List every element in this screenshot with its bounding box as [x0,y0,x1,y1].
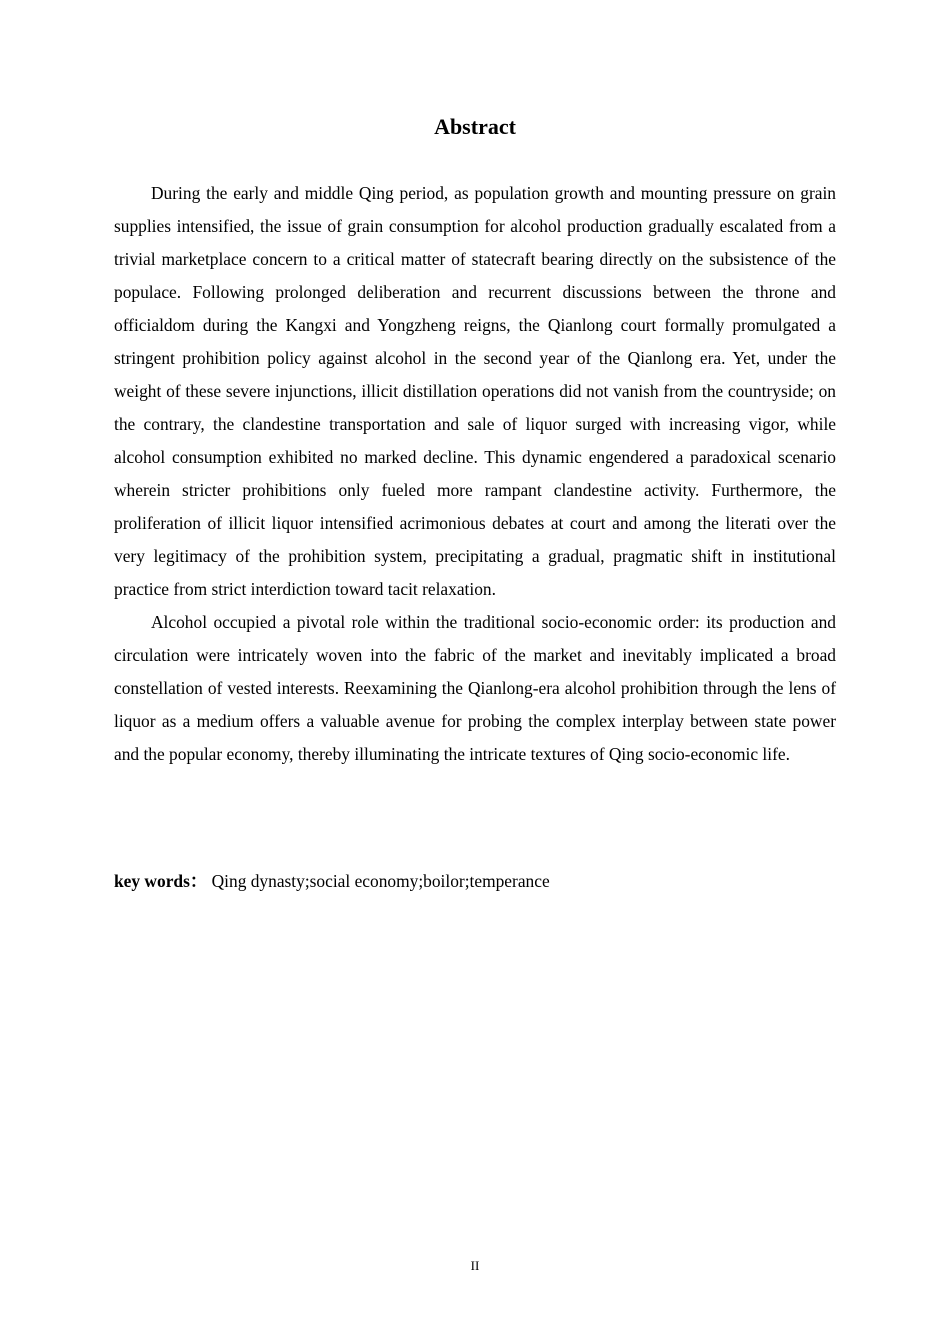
keywords-label: key words： [114,871,208,891]
keywords-text: Qing dynasty;social economy;boilor;temperance [211,871,550,891]
abstract-title: Abstract [434,114,516,139]
abstract-paragraph-1: During the early and middle Qing period, as population growth and mounting pressure on grain supplies intensified, the issue of grain consumption for alcohol production gradually escalated from a trivial marketplace concern to a critical matter of statecraft bearing directly on the subsistence of the populace. Following prolonged deliberation and recurrent discussions between the throne and officialdom during the Kangxi and Yongzheng reigns, the Qianlong court formally promulgated a stringent prohibition policy against alcohol in the second year of the Qianlong era. Yet, under the weight of these severe injunctions, illicit distillation operations did not vanish from the countryside; on the contrary, the clandestine transportation and sale of liquor surged with increasing vigor, while alcohol consumption exhibited no marked decline. This dynamic engendered a paradoxical scenario wherein stricter prohibitions only fueled more rampant clandestine activity. Furthermore, the proliferation of illicit liquor intensified acrimonious debates at court and among the literati over the very legitimacy of the prohibition system, precipitating a gradual, pragmatic shift in institutional practice from strict interdiction toward tacit relaxation. [114,183,836,599]
page-number: II [470,1258,480,1273]
keywords-line [114,866,836,896]
abstract-paragraph-2: Alcohol occupied a pivotal role within the traditional socio-economic order: its production and circulation were intricately woven into the fabric of the market and inevitably implicated a broad constellation of vested interests. Reexamining the Qianlong-era alcohol prohibition through the lens of liquor as a medium offers a valuable avenue for probing the complex interplay between state power and the popular economy, thereby illuminating the intricate textures of Qing socio-economic life. [114,612,836,764]
abstract-body [114,177,836,771]
